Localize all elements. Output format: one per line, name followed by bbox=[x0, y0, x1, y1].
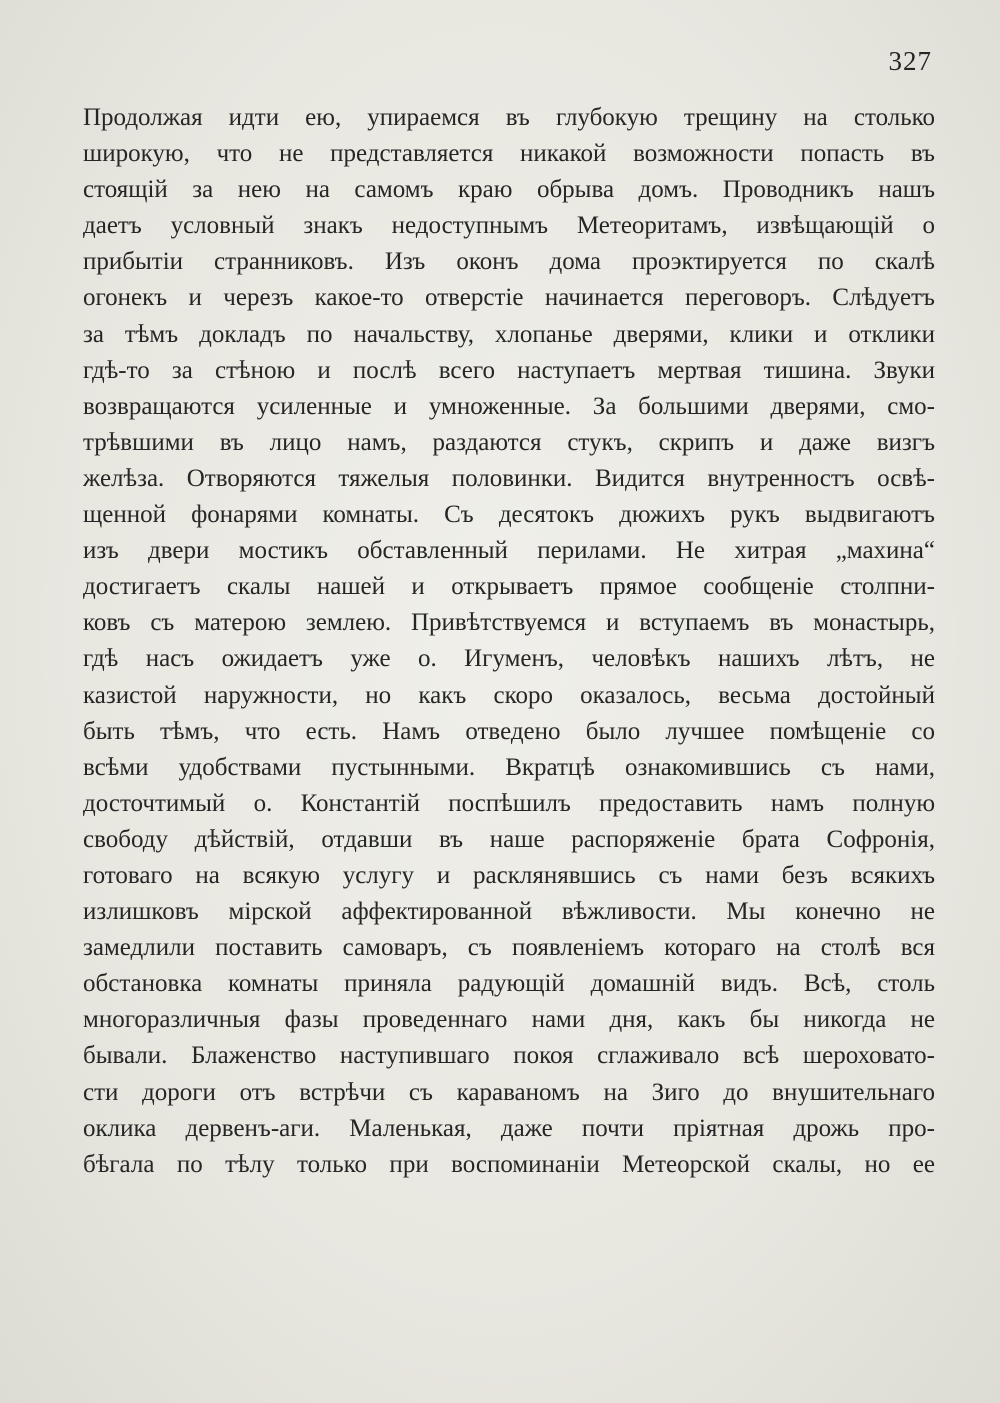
text-line: достигаетъ скалы нашей и открываетъ прямое сообщеніе столпни- bbox=[83, 573, 935, 601]
text-line: гдѣ насъ ожидаетъ уже о. Игуменъ, человѣкъ нашихъ лѣтъ, не bbox=[83, 645, 935, 673]
text-line: оклика дервенъ-аги. Маленькая, даже почти пріятная дрожь про- bbox=[83, 1114, 935, 1142]
text-line: трѣвшими въ лицо намъ, раздаются стукъ, скрипъ и даже визгъ bbox=[83, 428, 935, 456]
text-line: досточтимый о. Константій поспѣшилъ предоставить намъ полную bbox=[83, 789, 935, 817]
page-number: 327 bbox=[888, 46, 932, 76]
text-line: желѣза. Отворяются тяжелыя половинки. Видится внутренностъ освѣ- bbox=[83, 464, 935, 492]
text-line: возвращаются усиленные и умноженные. За большими дверями, смо- bbox=[83, 392, 935, 420]
text-line: быть тѣмъ, что есть. Намъ отведено было лучшее помѣщеніе со bbox=[83, 717, 935, 745]
text-line: даетъ условный знакъ недоступнымъ Метеоритамъ, извѣщающій о bbox=[83, 212, 935, 240]
text-line: Продолжая идти ею, упираемся въ глубокую трещину на столько bbox=[83, 104, 935, 131]
text-line: гдѣ-то за стѣною и послѣ всего наступаетъ мертвая тишина. Звуки bbox=[83, 356, 935, 384]
text-line: излишковъ мірской аффектированной вѣжливости. Мы конечно не bbox=[83, 898, 935, 926]
text-line: казистой наружности, но какъ скоро оказалось, весьма достойный bbox=[83, 681, 935, 709]
text-line: бывали. Блаженство наступившаго покоя сглаживало всѣ шероховато- bbox=[83, 1042, 935, 1070]
text-line: за тѣмъ докладъ по начальству, хлопанье дверями, клики и отклики bbox=[83, 320, 935, 348]
text-line: обстановка комнаты приняла радующій домашній видъ. Всѣ, столь bbox=[83, 970, 935, 998]
body-text bbox=[83, 100, 935, 1183]
text-line: прибытіи странниковъ. Изъ оконъ дома проэктируется по скалѣ bbox=[83, 248, 935, 276]
text-line: многоразличныя фазы проведеннаго нами дня, какъ бы никогда не bbox=[83, 1006, 935, 1034]
text-line: замедлили поставить самоваръ, съ появленіемъ котораго на столѣ вся bbox=[83, 934, 935, 962]
text-line: всѣми удобствами пустынными. Вкратцѣ ознакомившись съ нами, bbox=[83, 753, 935, 781]
text-line: широкую, что не представляется никакой возможности попасть въ bbox=[83, 140, 935, 168]
text-line: бѣгала по тѣлу только при воспоминаніи Метеорской скалы, но ее bbox=[83, 1150, 935, 1178]
text-line: стоящій за нею на самомъ краю обрыва домъ. Проводникъ нашъ bbox=[83, 176, 935, 204]
text-line: ковъ съ матерою землею. Привѣтствуемся и вступаемъ въ монастырь, bbox=[83, 609, 935, 637]
text-line: огонекъ и черезъ какое-то отверстіе начинается переговоръ. Слѣдуетъ bbox=[83, 284, 935, 312]
text-line: изъ двери мостикъ обставленный перилами. Не хитрая „махина“ bbox=[83, 537, 935, 565]
text-line: щенной фонарями комнаты. Съ десятокъ дюжихъ рукъ выдвигаютъ bbox=[83, 501, 935, 529]
text-line: свободу дѣйствій, отдавши въ наше распоряженіе брата Софронія, bbox=[83, 825, 935, 853]
text-line: сти дороги отъ встрѣчи съ караваномъ на Зиго до внушительнаго bbox=[83, 1078, 935, 1106]
text-line: готоваго на всякую услугу и расклянявшись съ нами безъ всякихъ bbox=[83, 861, 935, 889]
